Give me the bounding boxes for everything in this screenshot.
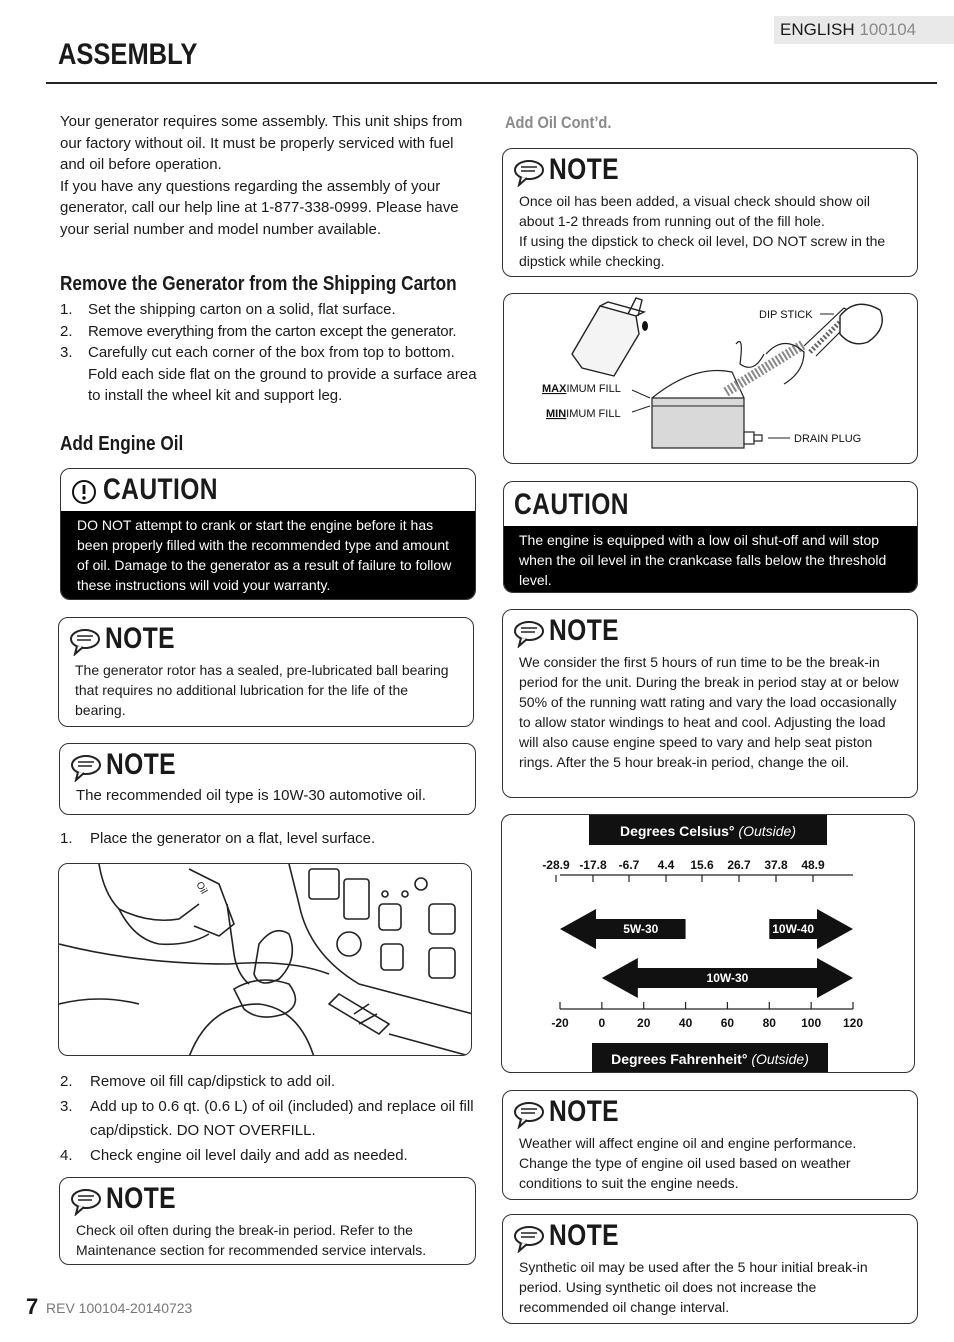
list-item: 4. Check engine oil level daily and add as needed. xyxy=(60,1146,408,1164)
fahrenheit-tick-label: 20 xyxy=(637,1016,651,1030)
fahrenheit-tick-label: -20 xyxy=(551,1016,569,1030)
note-label: NOTE xyxy=(549,1095,619,1128)
note-text: Synthetic oil may be used after the 5 hour initial break-in period. Using synthetic oil does not increase the recommended oil change interval. xyxy=(519,1259,868,1315)
note-text: The generator rotor has a sealed, pre-lubricated ball bearing that requires no additional lubrication for the life of the bearing. xyxy=(75,662,449,718)
note-box xyxy=(502,1214,918,1324)
note-box xyxy=(59,1177,476,1265)
page-title: ASSEMBLY xyxy=(58,38,198,71)
dipstick-label: DIP STICK xyxy=(759,309,813,321)
note-text: Check oil often during the break-in period. Refer to the Maintenance section for recommended service intervals. xyxy=(76,1222,427,1258)
fahrenheit-tick-label: 0 xyxy=(598,1016,606,1030)
fahrenheit-tick-label: 120 xyxy=(842,1016,864,1030)
note-text: We consider the first 5 hours of run time to be the break-in period for the unit. During the break in period stay at or below 50% of the running watt rating and vary the load occasionally to allow stator windings to heat and cool. Adjusting the load will also cause engine speed to vary and help seat piston rings. After the 5 hour break-in period, change the oil. xyxy=(519,654,899,770)
revision-code: REV 100104-20140723 xyxy=(46,1300,193,1316)
list-item: 3. Carefully cut each corner of the box from top to bottom. Fold each side flat on the ground to provide a surface area to install the wheel kit and support leg. xyxy=(60,344,477,404)
note-text: The recommended oil type is 10W-30 automotive oil. xyxy=(76,787,426,804)
temperature-chart-svg xyxy=(502,815,915,1073)
oil-steps xyxy=(60,1070,480,1168)
celsius-tick-label: 15.6 xyxy=(690,858,714,872)
title-rule xyxy=(46,82,937,84)
warning-icon xyxy=(71,479,97,505)
svg-text:Oil: Oil xyxy=(193,880,210,897)
fahrenheit-tick-label: 60 xyxy=(720,1016,735,1030)
fahrenheit-tick-label: 40 xyxy=(678,1016,693,1030)
list-item: 2. Remove oil fill cap/dipstick to add oil. xyxy=(60,1073,336,1090)
language-label: ENGLISH xyxy=(780,20,855,39)
note-label: NOTE xyxy=(549,153,619,186)
list-item: 3. Add up to 0.6 qt. (0.6 L) of oil (included) and replace oil fill cap/dipstick. DO NOT OVERFILL. xyxy=(60,1097,474,1139)
list-item: 2. Remove everything from the carton except the generator. xyxy=(60,322,457,340)
intro-paragraph-2: If you have any questions regarding the assembly of your generator, call our help line at 1-877-338-0999. Please have your serial number and model number available. xyxy=(60,177,459,238)
intro-text xyxy=(60,111,480,240)
note-icon xyxy=(70,754,102,782)
note-text: Weather will affect engine oil and engine performance. Change the type of engine oil used based on weather conditions to suit the engine needs. xyxy=(519,1135,857,1191)
celsius-tick-label: -28.9 xyxy=(542,858,570,872)
oil-range-label: 10W-40 xyxy=(772,922,815,936)
oil-temperature-chart xyxy=(501,814,915,1073)
note-icon xyxy=(513,159,545,187)
generator-oil-fill-drawing xyxy=(59,864,472,1056)
caution-text: DO NOT attempt to crank or start the engine before it has been properly filled with the recommended type and amount of oil. Damage to the generator as a result of failure to follow these instructions will void your warranty. xyxy=(61,511,475,600)
celsius-tick-label: 4.4 xyxy=(657,858,675,872)
note-box xyxy=(502,1090,918,1200)
celsius-tick-label: 48.9 xyxy=(801,858,825,872)
note-icon xyxy=(70,1188,102,1216)
oil-range-label: 10W-30 xyxy=(706,971,749,985)
caution-text: The engine is equipped with a low oil shut-off and will stop when the oil level in the crankcase falls below the threshold level. xyxy=(504,526,917,593)
note-icon xyxy=(513,620,545,648)
caution-label: CAUTION xyxy=(103,473,218,506)
caution-label: CAUTION xyxy=(514,488,629,521)
max-fill-label: MAXIMUM FILL xyxy=(542,383,621,395)
drain-plug-label: DRAIN PLUG xyxy=(794,433,862,445)
add-oil-heading: Add Engine Oil xyxy=(60,433,184,455)
note-text-line: Once oil has been added, a visual check should show oil about 1-2 threads from running out of the fill hole. xyxy=(519,193,870,229)
list-item: 1. Set the shipping carton on a solid, flat surface. xyxy=(60,301,396,318)
min-fill-label: MINIMUM FILL xyxy=(546,408,621,420)
note-label: NOTE xyxy=(105,622,175,655)
remove-heading: Remove the Generator from the Shipping Carton xyxy=(60,273,457,295)
intro-paragraph-1: Your generator requires some assembly. This unit ships from our factory without oil. It must be properly serviced with fuel and oil before operation. xyxy=(60,113,463,173)
note-icon xyxy=(513,1101,545,1129)
remove-steps xyxy=(60,299,480,407)
note-box xyxy=(502,148,918,277)
list-item: 1. Place the generator on a flat, level surface. xyxy=(60,830,376,847)
fahrenheit-tick-label: 80 xyxy=(762,1016,776,1030)
oil-step-1 xyxy=(60,828,480,850)
celsius-tick-label: 37.8 xyxy=(764,858,788,872)
oil-fill-illustration xyxy=(58,863,472,1056)
page-number: 7 xyxy=(26,1294,39,1319)
note-label: NOTE xyxy=(106,1182,176,1215)
note-box xyxy=(502,609,918,798)
caution-box xyxy=(60,468,476,600)
celsius-tick-label: -6.7 xyxy=(618,858,640,872)
celsius-tick-label: -17.8 xyxy=(579,858,607,872)
note-text-line: If using the dipstick to check oil level, DO NOT screw in the dipstick while checking. xyxy=(519,233,886,269)
add-oil-contd-heading: Add Oil Cont’d. xyxy=(505,113,612,132)
note-box xyxy=(59,743,476,815)
note-label: NOTE xyxy=(549,614,619,647)
oil-range-label: 5W-30 xyxy=(623,922,659,936)
oil-level-drawing xyxy=(504,294,918,464)
oil-drop-icon xyxy=(642,321,648,331)
caution-box xyxy=(503,481,918,593)
note-icon xyxy=(513,1225,545,1253)
dipstick-diagram xyxy=(503,293,918,464)
fahrenheit-header: Degrees Fahrenheit° (Outside) xyxy=(611,1051,809,1067)
note-box xyxy=(58,617,474,727)
note-icon xyxy=(69,628,101,656)
language-tab xyxy=(774,16,954,44)
model-code: 100104 xyxy=(859,20,917,39)
celsius-header: Degrees Celsius° (Outside) xyxy=(619,823,797,839)
celsius-tick-label: 26.7 xyxy=(727,858,751,872)
note-text xyxy=(503,191,917,271)
note-label: NOTE xyxy=(106,748,176,781)
note-label: NOTE xyxy=(549,1219,619,1252)
fahrenheit-tick-label: 100 xyxy=(801,1016,822,1030)
